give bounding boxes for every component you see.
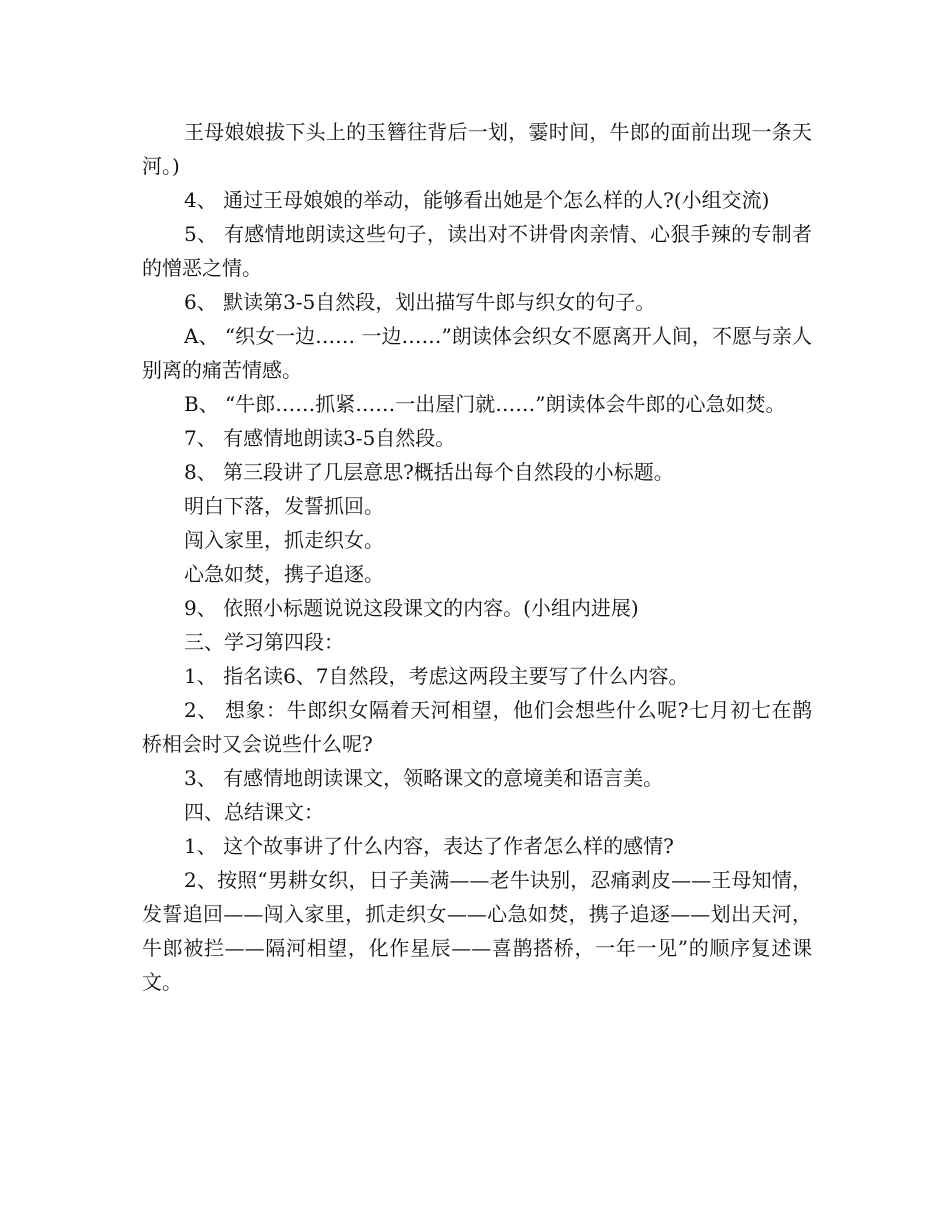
paragraph-10: 心急如焚，携子追逐。 bbox=[184, 562, 384, 586]
paragraph-8: 明白下落，发誓抓回。 bbox=[184, 494, 384, 518]
paragraph-7: 8、 第三段讲了几层意思?概括出每个自然段的小标题。 bbox=[184, 460, 674, 484]
paragraph-3: 6、 默读第3-5自然段，划出描写牛郎与织女的句子。 bbox=[184, 290, 656, 314]
paragraph-18: 2、按照“男耕女织，日子美满——老牛诀别，忍痛剥皮——王母知情，发誓追回——闯入家里，抓走织女——心急如焚，携子追逐——划出天河，牛郎被拦——隔河相望，化作星辰——喜鹊搭桥，一年一见”的顺序复述课文。 bbox=[142, 868, 812, 994]
paragraph-12: 三、学习第四段： bbox=[184, 630, 344, 654]
paragraph-1: 4、 通过王母娘娘的举动，能够看出她是个怎么样的人?(小组交流) bbox=[184, 188, 770, 212]
paragraph-6: 7、 有感情地朗读3-5自然段。 bbox=[184, 426, 456, 450]
document-body bbox=[142, 115, 812, 999]
paragraph-9: 闯入家里，抓走织女。 bbox=[184, 528, 384, 552]
paragraph-5: B、 “牛郎……抓紧……一出屋门就……”朗读体会牛郎的心急如焚。 bbox=[184, 392, 786, 416]
paragraph-11: 9、 依照小标题说说这段课文的内容。(小组内进展) bbox=[184, 596, 639, 620]
paragraph-2: 5、 有感情地朗读这些句子，读出对不讲骨肉亲情、心狠手辣的专制者的憎恶之情。 bbox=[142, 222, 812, 280]
paragraph-0: 王母娘娘拔下头上的玉簪往背后一划，霎时间，牛郎的面前出现一条天河。) bbox=[142, 120, 812, 178]
paragraph-4: A、 “织女一边…… 一边……”朗读体会织女不愿离开人间，不愿与亲人别离的痛苦情感。 bbox=[142, 324, 812, 382]
paragraph-14: 2、 想象：牛郎织女隔着天河相望，他们会想些什么呢?七月初七在鹊桥相会时又会说些什么呢? bbox=[142, 698, 812, 756]
paragraph-15: 3、 有感情地朗读课文，领略课文的意境美和语言美。 bbox=[184, 766, 664, 790]
paragraph-17: 1、 这个故事讲了什么内容，表达了作者怎么样的感情? bbox=[184, 834, 674, 858]
paragraph-13: 1、 指名读6、7自然段，考虑这两段主要写了什么内容。 bbox=[184, 664, 689, 688]
paragraph-16: 四、总结课文： bbox=[184, 800, 324, 824]
